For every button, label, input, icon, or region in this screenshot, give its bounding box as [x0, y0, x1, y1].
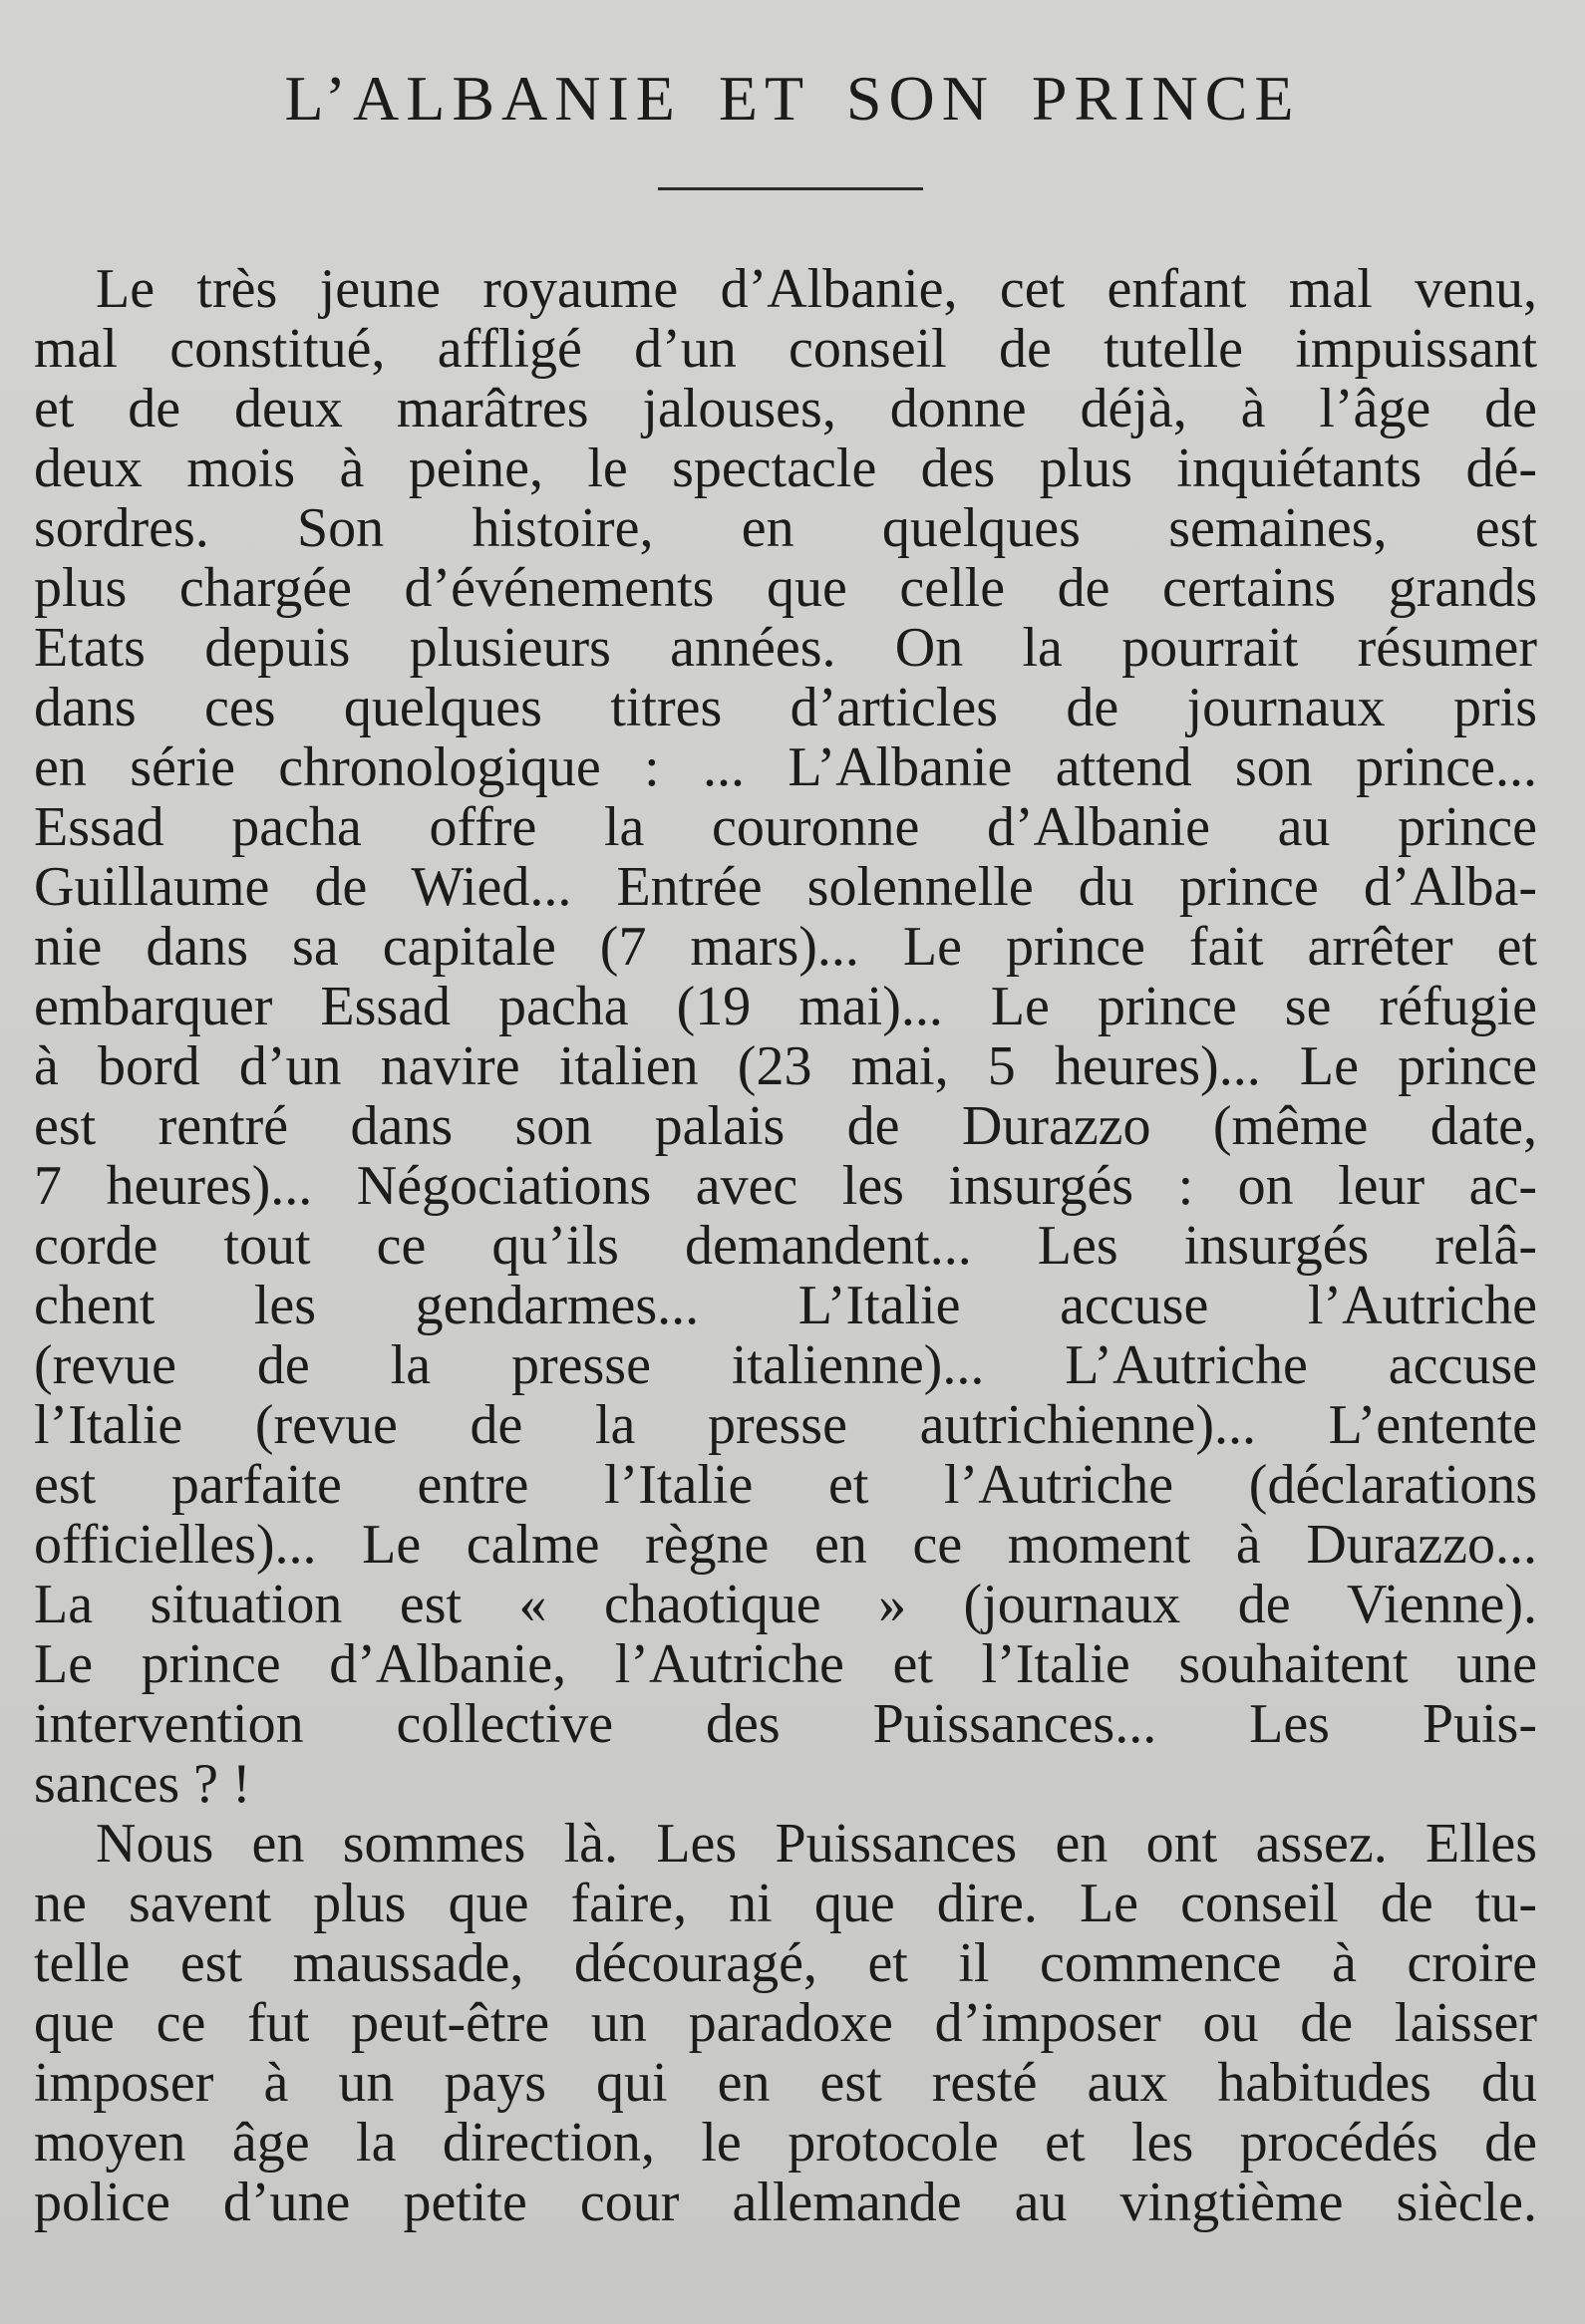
paragraph-line: mal constitué, affligé d’un conseil de tutelle impuissant [34, 318, 1537, 380]
paragraph-line: embarquer Essad pacha (19 mai)... Le prince se réfugie [34, 976, 1537, 1037]
paragraph-line: Nous en sommes là. Les Puissances en ont assez. Elles [96, 1813, 1537, 1875]
paragraph-line: l’Italie (revue de la presse autrichienne)... L’entente [34, 1394, 1537, 1456]
paragraph-line: que ce fut peut-être un paradoxe d’imposer ou de laisser [34, 1992, 1537, 2054]
paragraph-line: imposer à un pays qui en est resté aux habitudes du [34, 2052, 1537, 2114]
paragraph-line: à bord d’un navire italien (23 mai, 5 heures)... Le prince [34, 1035, 1537, 1097]
paragraph-line: en série chronologique : ... L’Albanie attend son prince... [34, 736, 1537, 798]
paragraph-line: sordres. Son histoire, en quelques semaines, est [34, 497, 1537, 559]
paragraph-line: Le très jeune royaume d’Albanie, cet enfant mal venu, [96, 258, 1537, 320]
paragraph-line: sances ? ! [34, 1753, 251, 1815]
page-title: L’ALBANIE ET SON PRINCE [284, 63, 1301, 134]
paragraph-line: moyen âge la direction, le protocole et les procédés de [34, 2112, 1537, 2174]
paragraph-line: (revue de la presse italienne)... L’Autriche accuse [34, 1334, 1537, 1396]
paragraph-line: chent les gendarmes... L’Italie accuse l’Autriche [34, 1275, 1537, 1336]
title-divider [658, 187, 923, 190]
paragraph-line: deux mois à peine, le spectacle des plus inquiétants dé- [34, 437, 1537, 499]
paragraph-line: est parfaite entre l’Italie et l’Autriche (déclarations [34, 1454, 1537, 1516]
paragraph-line: intervention collective des Puissances... Les Puis- [34, 1693, 1537, 1755]
paragraph-line: Le prince d’Albanie, l’Autriche et l’Italie souhaitent une [34, 1633, 1537, 1695]
paragraph-line: et de deux marâtres jalouses, donne déjà, à l’âge de [34, 378, 1537, 439]
paragraph-line: dans ces quelques titres d’articles de journaux pris [34, 677, 1537, 738]
paragraph-line: Etats depuis plusieurs années. On la pourrait résumer [34, 617, 1537, 679]
paragraph-line: police d’une petite cour allemande au vingtième siècle. [34, 2172, 1537, 2233]
paragraph-line: corde tout ce qu’ils demandent... Les insurgés relâ- [34, 1215, 1537, 1277]
paragraph-line: plus chargée d’événements que celle de certains grands [34, 557, 1537, 619]
paragraph-line: officielles)... Le calme règne en ce moment à Durazzo... [34, 1514, 1537, 1576]
paragraph-line: ne savent plus que faire, ni que dire. Le conseil de tu- [34, 1873, 1537, 1934]
paragraph-line: nie dans sa capitale (7 mars)... Le prince fait arrêter et [34, 916, 1537, 978]
paragraph-line: est rentré dans son palais de Durazzo (même date, [34, 1095, 1537, 1157]
paragraph-line: Essad pacha offre la couronne d’Albanie au prince [34, 796, 1537, 858]
paragraph-line: telle est maussade, découragé, et il commence à croire [34, 1932, 1537, 1994]
article-body [34, 259, 1537, 2232]
paragraph-line: 7 heures)... Négociations avec les insurgés : on leur ac- [34, 1155, 1537, 1217]
paragraph-line: La situation est « chaotique » (journaux de Vienne). [34, 1574, 1537, 1635]
paragraph-line: Guillaume de Wied... Entrée solennelle du prince d’Alba- [34, 856, 1537, 918]
